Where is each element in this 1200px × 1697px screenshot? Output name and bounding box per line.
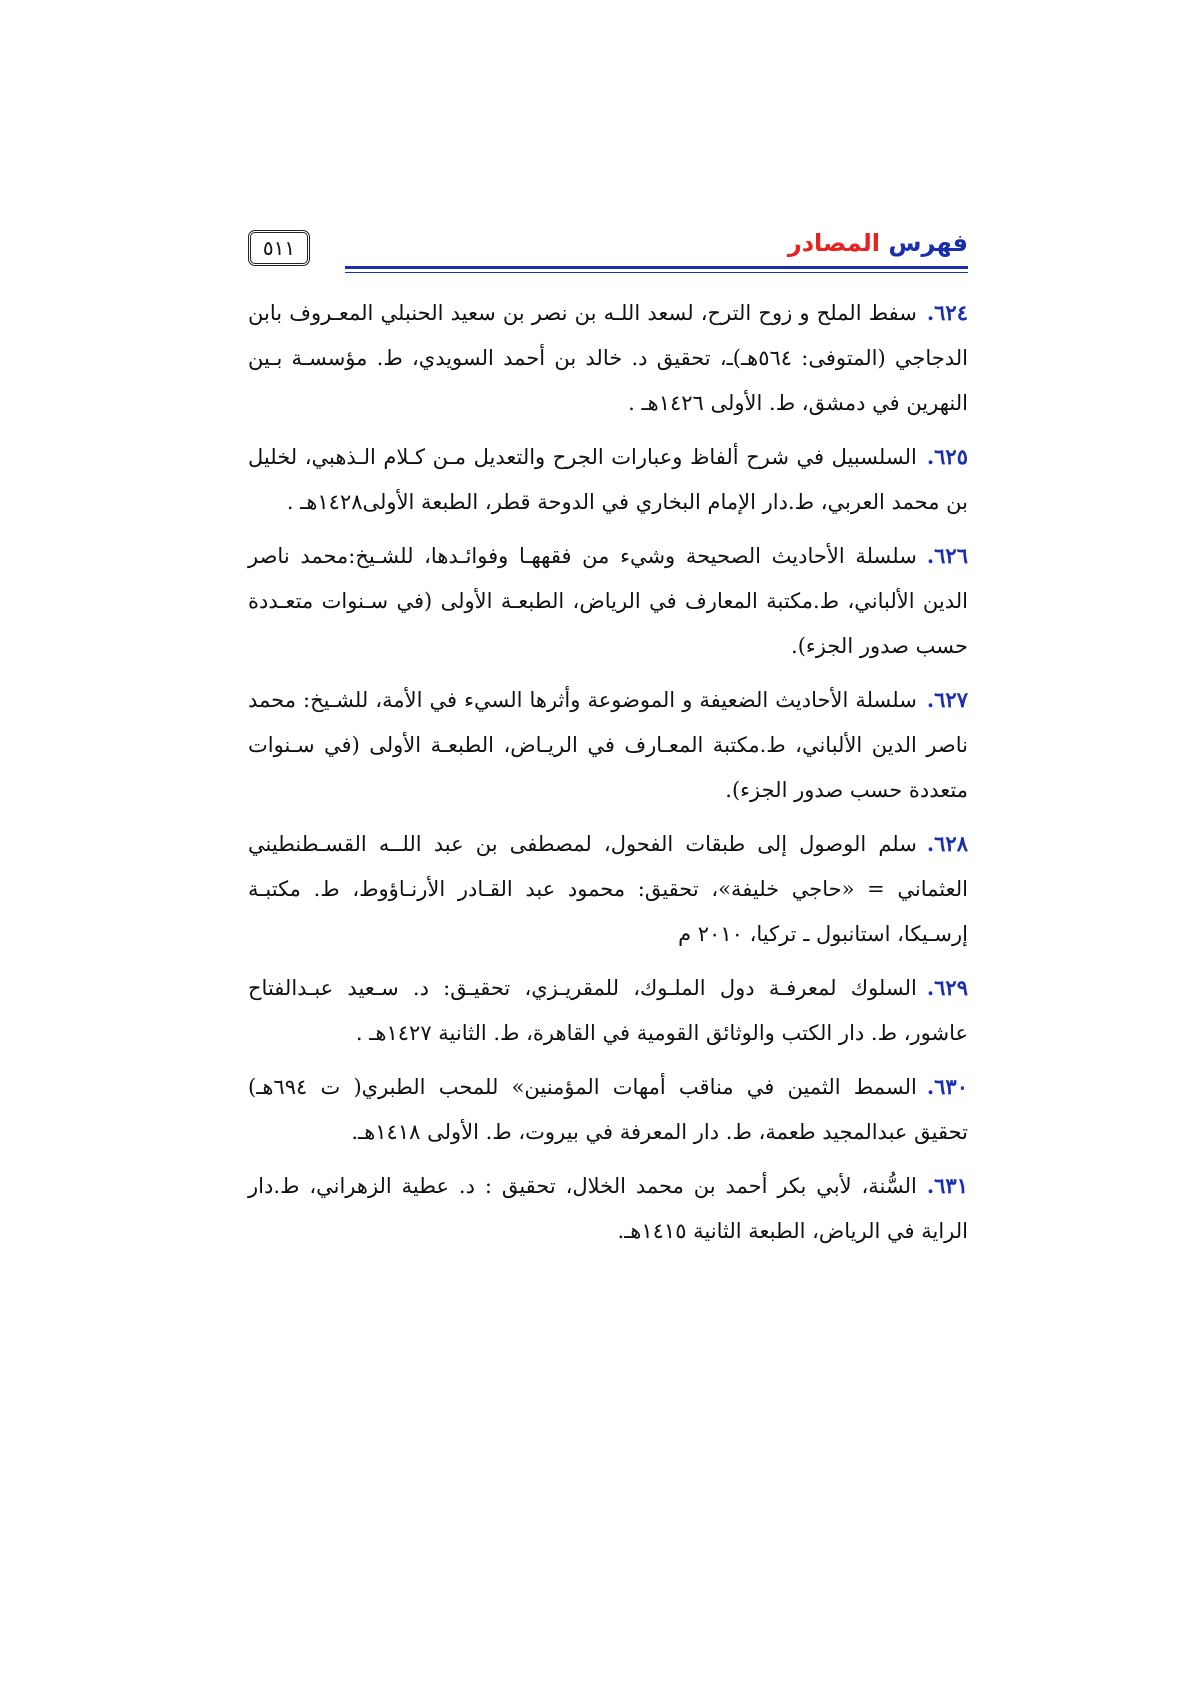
header-rule-thin — [345, 272, 968, 273]
entry-text: السلسبيل في شرح ألفاظ وعبارات الجرح والتعديل مـن كـلام الـذهبي، لخليل بن محمد العربي، ط.دار الإمام البخاري في الدوحة قطر، الطبعة الأولى١٤٢٨هـ . — [248, 445, 968, 514]
section-title-word-1: فهرس — [888, 229, 968, 257]
entry-text: سلسلة الأحاديث الصحيحة وشيء من فقههـا وفوائـدها، للشـيخ:محمد ناصر الدين الألباني، ط.مكتبة المعارف في الرياض، الطبعـة الأولى (في سـنوات متعـددة حسب صدور الجزء). — [248, 544, 968, 658]
bibliography-entry — [248, 434, 968, 525]
bibliography-entry — [248, 290, 968, 426]
entry-number: ٦٢٤. — [926, 300, 968, 325]
page-header — [248, 226, 968, 276]
bibliography-entry — [248, 533, 968, 669]
bibliography-entry — [248, 677, 968, 813]
bibliography-entry — [248, 1163, 968, 1254]
entry-number: ٦٢٥. — [926, 444, 968, 469]
bibliography-entry — [248, 821, 968, 957]
section-title-word-2: المصادر — [787, 229, 881, 257]
entry-number: ٦٣١. — [926, 1173, 968, 1198]
entry-text: سلم الوصول إلى طبقات الفحول، لمصطفى بن عبد اللــه القسـطنطيني العثماني = «حاجي خليفة»، تحقيق: محمود عبد القـادر الأرنـاؤوط، ط. مكتبـة إرسـيكا، استانبول ـ تركيا، ٢٠١٠ م — [248, 832, 968, 946]
header-rule — [345, 266, 968, 269]
page-number: ٥١١ — [248, 230, 310, 266]
entry-text: سلسلة الأحاديث الضعيفة و الموضوعة وأثرها السيء في الأمة، للشـيخ: محمد ناصر الدين الألباني، ط.مكتبة المعـارف في الريـاض، الطبعـة الأولى (في سـنوات متعددة حسب صدور الجزء). — [248, 688, 968, 802]
bibliography-entry — [248, 1064, 968, 1155]
bibliography-entry — [248, 965, 968, 1056]
entry-text: السمط الثمين في مناقب أمهات المؤمنين» للمحب الطبري( ت ٦٩٤هـ) تحقيق عبدالمجيد طعمة، ط. دار المعرفة في بيروت، ط. الأولى ١٤١٨هـ. — [248, 1075, 968, 1144]
entry-number: ٦٢٦. — [926, 543, 968, 568]
section-title — [788, 226, 968, 260]
entry-number: ٦٢٩. — [926, 975, 968, 1000]
entry-number: ٦٣٠. — [926, 1074, 968, 1099]
bibliography-list — [248, 290, 968, 1262]
entry-number: ٦٢٧. — [926, 687, 968, 712]
entry-text: السُّنة، لأبي بكر أحمد بن محمد الخلال، تحقيق : د. عطية الزهراني، ط.دار الراية في الرياض، الطبعة الثانية ١٤١٥هـ. — [248, 1174, 968, 1243]
entry-text: سفط الملح و زوح الترح، لسعد اللـه بن نصر بن سعيد الحنبلي المعـروف بابن الدجاجي (المتوفى: ٥٦٤هـ)ـ، تحقيق د. خالد بن أحمد السويدي، ط. مؤسسـة بـين النهرين في دمشق، ط. الأولى ١٤٢٦هـ . — [248, 301, 969, 415]
entry-number: ٦٢٨. — [926, 831, 968, 856]
entry-text: السلوك لمعرفـة دول الملـوك، للمقريـزي، تحقيـق: د. سـعيد عبـدالفتاح عاشور، ط. دار الكتب والوثائق القومية في القاهرة، ط. الثانية ١٤٢٧هـ . — [248, 976, 968, 1045]
